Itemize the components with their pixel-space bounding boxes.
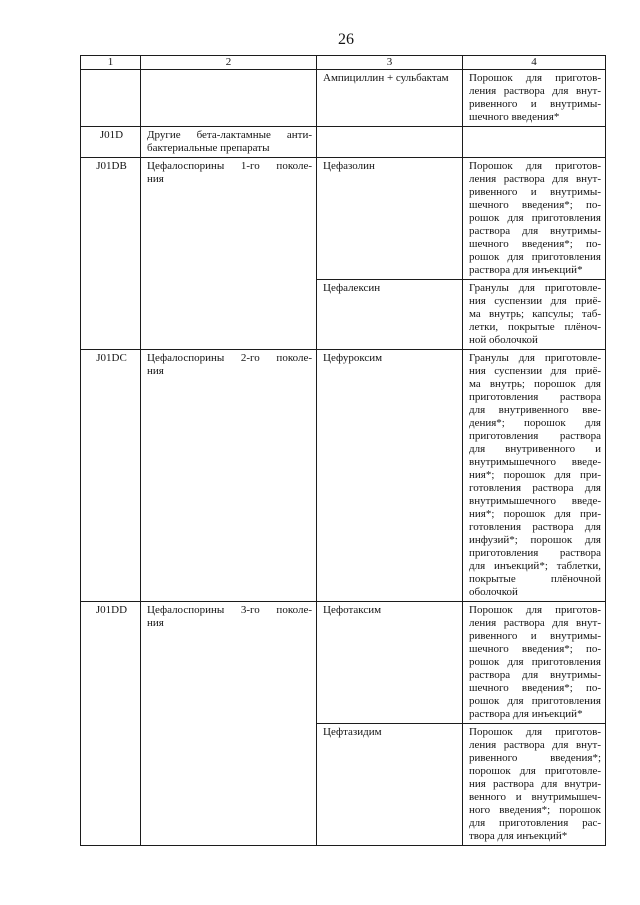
- table-row: [81, 70, 606, 127]
- text-line: ния: [147, 173, 164, 185]
- text-line: ного введения*; порошок: [469, 804, 601, 816]
- dosage-form-text: [469, 282, 601, 347]
- text-line: ния раствора для внутри-: [469, 778, 601, 790]
- text-line: шечного введения*; по-: [469, 199, 601, 211]
- text-line: ния: [147, 617, 164, 629]
- atc-code-cell: [81, 350, 141, 602]
- drug-name-cell: [317, 350, 463, 602]
- text-line: внутримышечного введе-: [469, 456, 601, 468]
- drug-name-cell: [317, 158, 463, 280]
- text-line: для внутривенного и: [469, 443, 601, 455]
- text-line: Порошок для приготов-: [469, 604, 601, 616]
- text-line: покрытые плёночной: [469, 573, 601, 585]
- text-line: Порошок для приготов-: [469, 726, 601, 738]
- text-line: порошок для приготовле-: [469, 765, 601, 777]
- text-line: Цефалоспорины 2-го поколе-: [147, 352, 312, 364]
- text-line: ления раствора для внут-: [469, 739, 601, 751]
- header-row: [81, 56, 606, 70]
- text-line: ривенного введения*;: [469, 752, 601, 764]
- group-name-cell: [141, 158, 317, 350]
- dosage-form-text: [469, 726, 601, 843]
- text-line: шечного введения*; по-: [469, 643, 601, 655]
- text-line: летки, покрытые плёноч-: [469, 321, 601, 333]
- text-line: ния*; порошок для при-: [469, 469, 601, 481]
- drug-name-cell: [317, 602, 463, 724]
- text-line: Порошок для приготов-: [469, 160, 601, 172]
- group-name-text: [147, 129, 312, 155]
- dosage-form-cell: [463, 350, 606, 602]
- text-line: Другие бета-лактамные анти-: [147, 129, 312, 141]
- table-row: [81, 158, 606, 280]
- dosage-form-text: [469, 160, 601, 277]
- text-line: ма внутрь; капсулы; таб-: [469, 308, 601, 320]
- column-4-header: 4: [463, 56, 606, 70]
- group-name-text: [147, 352, 312, 378]
- text-line: шечного введения*: [469, 111, 560, 123]
- text-line: венного и внутримышеч-: [469, 791, 601, 803]
- text-line: оболочкой: [469, 586, 518, 598]
- dosage-form-cell: [463, 70, 606, 127]
- drug-name-cell: [317, 280, 463, 350]
- drug-table: [80, 55, 606, 846]
- dosage-form-text: [469, 352, 601, 599]
- dosage-form-cell: [463, 602, 606, 724]
- text-line: рошок для приготовления: [469, 251, 601, 263]
- text-line: инфузий*; порошок для: [469, 534, 601, 546]
- text-line: рошок для приготовления: [469, 212, 601, 224]
- column-1-header: 1: [81, 56, 141, 70]
- dosage-form-cell: [463, 158, 606, 280]
- text-line: Гранулы для приготовле-: [469, 282, 601, 294]
- column-3-header: 3: [317, 56, 463, 70]
- text-line: ривенного и внутримы-: [469, 98, 601, 110]
- text-line: ления раствора для внут-: [469, 617, 601, 629]
- atc-code-cell: [81, 127, 141, 158]
- text-line: твора для инъекций*: [469, 830, 568, 842]
- drug-name: Цефазолин: [323, 160, 375, 172]
- text-line: Цефалоспорины 3-го поколе-: [147, 604, 312, 616]
- drug-name-cell: [317, 724, 463, 846]
- text-line: Гранулы для приготовле-: [469, 352, 601, 364]
- table-row: [81, 127, 606, 158]
- atc-code: J01DB: [96, 160, 127, 172]
- column-2-header: 2: [141, 56, 317, 70]
- dosage-form-cell: [463, 280, 606, 350]
- group-name-cell: [141, 602, 317, 846]
- text-line: бактериальные препараты: [147, 142, 270, 154]
- atc-code: J01D: [99, 129, 124, 141]
- text-line: рошок для приготовления: [469, 656, 601, 668]
- drug-name-cell: [317, 127, 463, 158]
- drug-name-cell: [317, 70, 463, 127]
- table-row: [81, 350, 606, 602]
- text-line: для внутривенного вве-: [469, 404, 601, 416]
- text-line: для инъекций*; таблетки,: [469, 560, 601, 572]
- group-name-text: [147, 160, 312, 186]
- atc-code-cell: [81, 70, 141, 127]
- group-name-cell: [141, 350, 317, 602]
- text-line: ной оболочкой: [469, 334, 538, 346]
- text-line: раствора для внутримы-: [469, 669, 601, 681]
- text-line: раствора для инъекций*: [469, 264, 583, 276]
- text-line: шечного введения*; по-: [469, 238, 601, 250]
- group-name-cell: [141, 70, 317, 127]
- text-line: ривенного и внутримы-: [469, 186, 601, 198]
- text-line: приготовления раствора: [469, 391, 601, 403]
- text-line: рошок для приготовления: [469, 695, 601, 707]
- dosage-form-text: [469, 604, 601, 721]
- atc-code: J01DC: [96, 352, 127, 364]
- text-line: Цефалоспорины 1-го поколе-: [147, 160, 312, 172]
- drug-name: Цефуроксим: [323, 352, 383, 364]
- text-line: ривенного и внутримы-: [469, 630, 601, 642]
- drug-name: Ампициллин + сульбактам: [323, 72, 449, 84]
- text-line: готовления раствора для: [469, 482, 601, 494]
- atc-code-cell: [81, 158, 141, 350]
- text-line: приготовления раствора: [469, 547, 601, 559]
- group-name-text: [147, 604, 312, 630]
- atc-code-cell: [81, 602, 141, 846]
- dosage-form-text: [469, 72, 601, 124]
- text-line: раствора для внутримы-: [469, 225, 601, 237]
- text-line: Порошок для приготов-: [469, 72, 601, 84]
- drug-name: Цефалексин: [323, 282, 381, 294]
- text-line: внутримышечного введе-: [469, 495, 601, 507]
- text-line: раствора для инъекций*: [469, 708, 583, 720]
- text-line: шечного введения*; по-: [469, 682, 601, 694]
- text-line: ния*; порошок для при-: [469, 508, 601, 520]
- text-line: ния суспензии для приё-: [469, 365, 601, 377]
- text-line: ния суспензии для приё-: [469, 295, 601, 307]
- text-line: приготовления раствора: [469, 430, 601, 442]
- text-line: готовления раствора для: [469, 521, 601, 533]
- page-number: 26: [338, 31, 354, 48]
- text-line: для приготовления рас-: [469, 817, 601, 829]
- drug-name: Цефотаксим: [323, 604, 382, 616]
- drug-name: Цефтазидим: [323, 726, 382, 738]
- dosage-form-cell: [463, 724, 606, 846]
- text-line: ма внутрь; порошок для: [469, 378, 601, 390]
- dosage-form-cell: [463, 127, 606, 158]
- text-line: ния: [147, 365, 164, 377]
- table-row: [81, 602, 606, 724]
- text-line: дения*; порошок для: [469, 417, 601, 429]
- text-line: ления раствора для внут-: [469, 173, 601, 185]
- atc-code: J01DD: [95, 604, 128, 616]
- group-name-cell: [141, 127, 317, 158]
- text-line: ления раствора для внут-: [469, 85, 601, 97]
